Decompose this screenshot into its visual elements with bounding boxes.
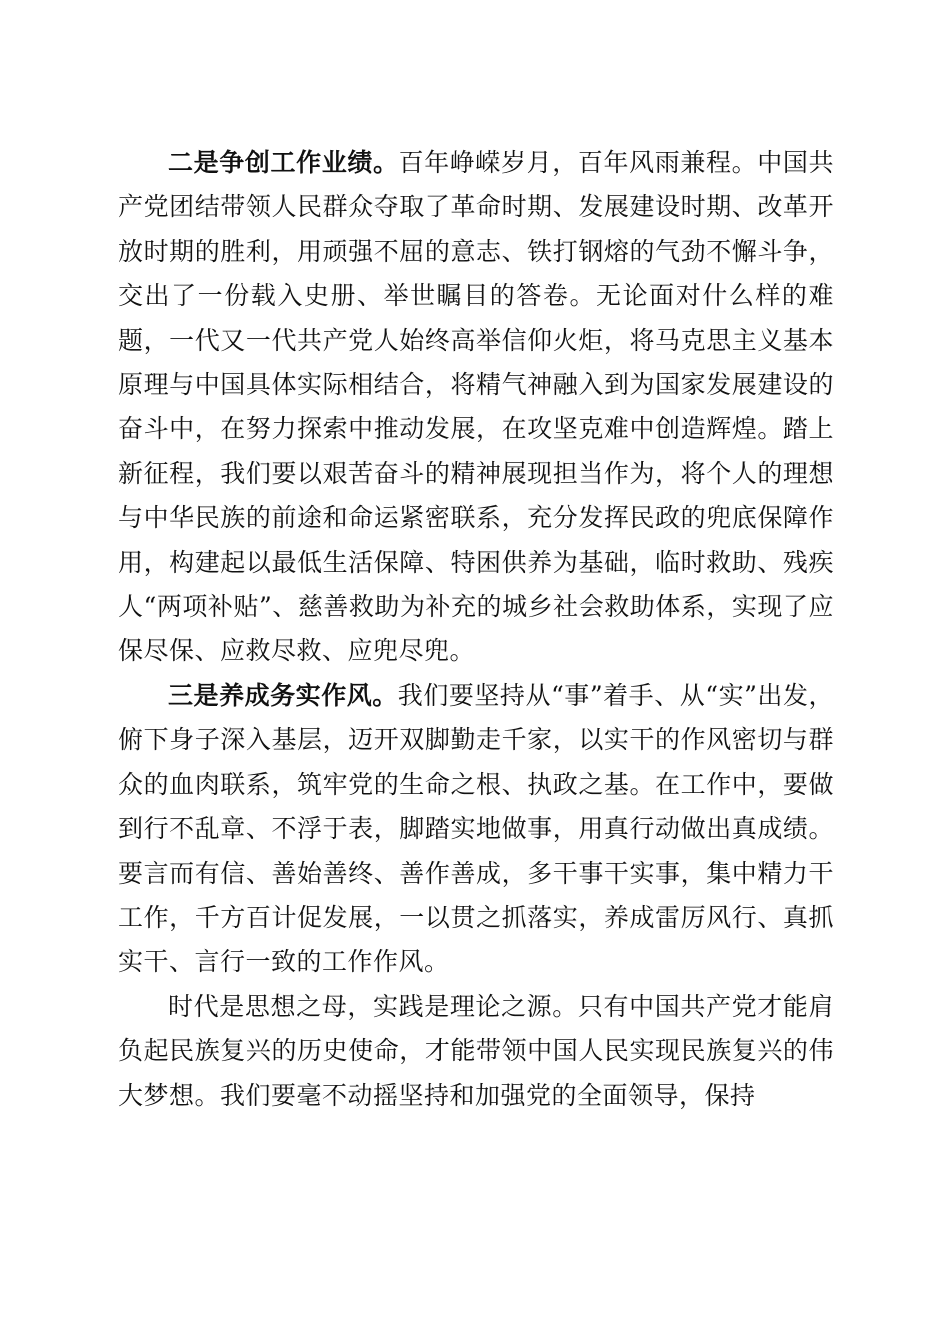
paragraph-body: 我们要坚持从“事”着手、从“实”出发，俯下身子深入基层，迈开双脚勤走千家，以实干的作风密切与群众的血肉联系，筑牢党的生命之根、执政之基。在工作中，要做到行不乱章、不浮于表，脚踏实地做事，用真行动做出真成绩。要言而有信、善始善终、善作善成，多干事干实事，集中精力干工作，千方百计促发展，一以贯之抓落实，养成雷厉风行、真抓实干、言行一致的工作作风。 xyxy=(118,680,834,977)
document-page xyxy=(118,141,834,1118)
paragraph-work-achievements xyxy=(118,141,834,674)
paragraph-lead: 二是争创工作业绩。 xyxy=(168,148,399,177)
paragraph-practical-style xyxy=(118,674,834,985)
paragraph-body: 时代是思想之母，实践是理论之源。只有中国共产党才能肩负起民族复兴的历史使命，才能带领中国人民实现民族复兴的伟大梦想。我们要毫不动摇坚持和加强党的全面领导，保持 xyxy=(118,991,834,1110)
paragraph-lead: 三是养成务实作风。 xyxy=(168,680,398,710)
paragraph-body: 百年峥嵘岁月，百年风雨兼程。中国共产党团结带领人民群众夺取了革命时期、发展建设时期、改革开放时期的胜利，用顽强不屈的意志、铁打钢熔的气劲不懈斗争，交出了一份载入史册、举世瞩目的答卷。无论面对什么样的难题，一代又一代共产党人始终高举信仰火炬，将马克思主义基本原理与中国具体实际相结合，将精气神融入到为国家发展建设的奋斗中，在努力探索中推动发展，在攻坚克难中创造辉煌。踏上新征程，我们要以艰苦奋斗的精神展现担当作为，将个人的理想与中华民族的前途和命运紧密联系，充分发挥民政的兜底保障作用，构建起以最低生活保障、特困供养为基础，临时救助、残疾人“两项补贴”、慈善救助为补充的城乡社会救助体系，实现了应保尽保、应救尽救、应兜尽兜。 xyxy=(118,148,834,666)
paragraph-conclusion xyxy=(118,985,834,1118)
